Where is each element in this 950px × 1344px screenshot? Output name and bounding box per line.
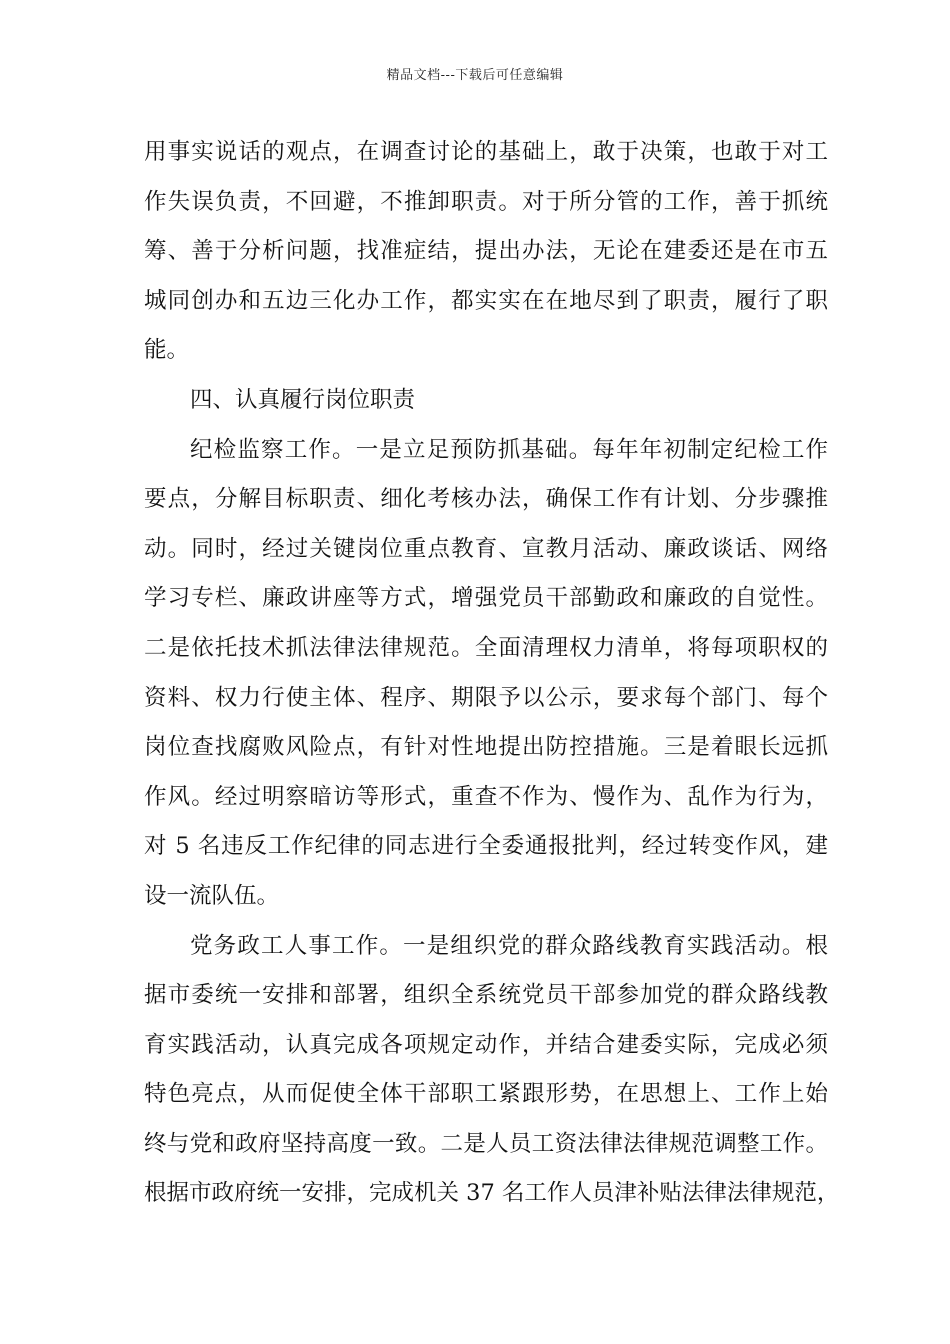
text-line: 城同创办和五边三化办工作，都实实在在地尽到了职责，履行了职 <box>144 287 828 314</box>
text-line: 岗位查找腐败风险点，有针对性地提出防控措施。三是着眼长远抓 <box>144 734 828 761</box>
text-line: 对 5 名违反工作纪律的同志进行全委通报批判，经过转变作风，建 <box>144 833 828 860</box>
text-line: 终与党和政府坚持高度一致。二是人员工资法律法律规范调整工作。 <box>144 1130 828 1157</box>
text-line: 资料、权力行使主体、程序、期限予以公示，要求每个部门、每个 <box>144 684 828 711</box>
section-heading: 四、认真履行岗位职责 <box>190 386 416 413</box>
text-line: 作失误负责，不回避，不推卸职责。对于所分管的工作，善于抓统 <box>144 188 828 215</box>
text-line: 纪检监察工作。一是立足预防抓基础。每年年初制定纪检工作 <box>190 436 828 463</box>
text-line: 能。 <box>144 337 190 364</box>
text-line: 二是依托技术抓法律法律规范。全面清理权力清单，将每项职权的 <box>144 634 828 661</box>
text-line: 学习专栏、廉政讲座等方式，增强党员干部勤政和廉政的自觉性。 <box>144 585 828 612</box>
page-header: 精品文档---下载后可任意编辑 <box>386 68 564 83</box>
text-line: 设一流队伍。 <box>144 882 280 909</box>
text-line: 动。同时，经过关键岗位重点教育、宣教月活动、廉政谈话、网络 <box>144 535 828 562</box>
text-line: 作风。经过明察暗访等形式，重查不作为、慢作为、乱作为行为， <box>144 783 828 810</box>
text-line: 要点，分解目标职责、细化考核办法，确保工作有计划、分步骤推 <box>144 486 828 513</box>
text-line: 用事实说话的观点，在调查讨论的基础上，敢于决策，也敢于对工 <box>144 139 828 165</box>
body-text <box>144 128 840 1219</box>
text-line: 据市委统一安排和部署，组织全系统党员干部参加党的群众路线教 <box>144 982 828 1009</box>
text-line: 党务政工人事工作。一是组织党的群众路线教育实践活动。根 <box>190 932 828 959</box>
text-line: 筹、善于分析问题，找准症结，提出办法，无论在建委还是在市五 <box>144 238 828 265</box>
text-line: 根据市政府统一安排，完成机关 37 名工作人员津补贴法律法律规范， <box>144 1180 840 1207</box>
text-line: 育实践活动，认真完成各项规定动作，并结合建委实际，完成必须 <box>144 1031 828 1058</box>
text-line: 特色亮点，从而促使全体干部职工紧跟形势，在思想上、工作上始 <box>144 1081 828 1108</box>
